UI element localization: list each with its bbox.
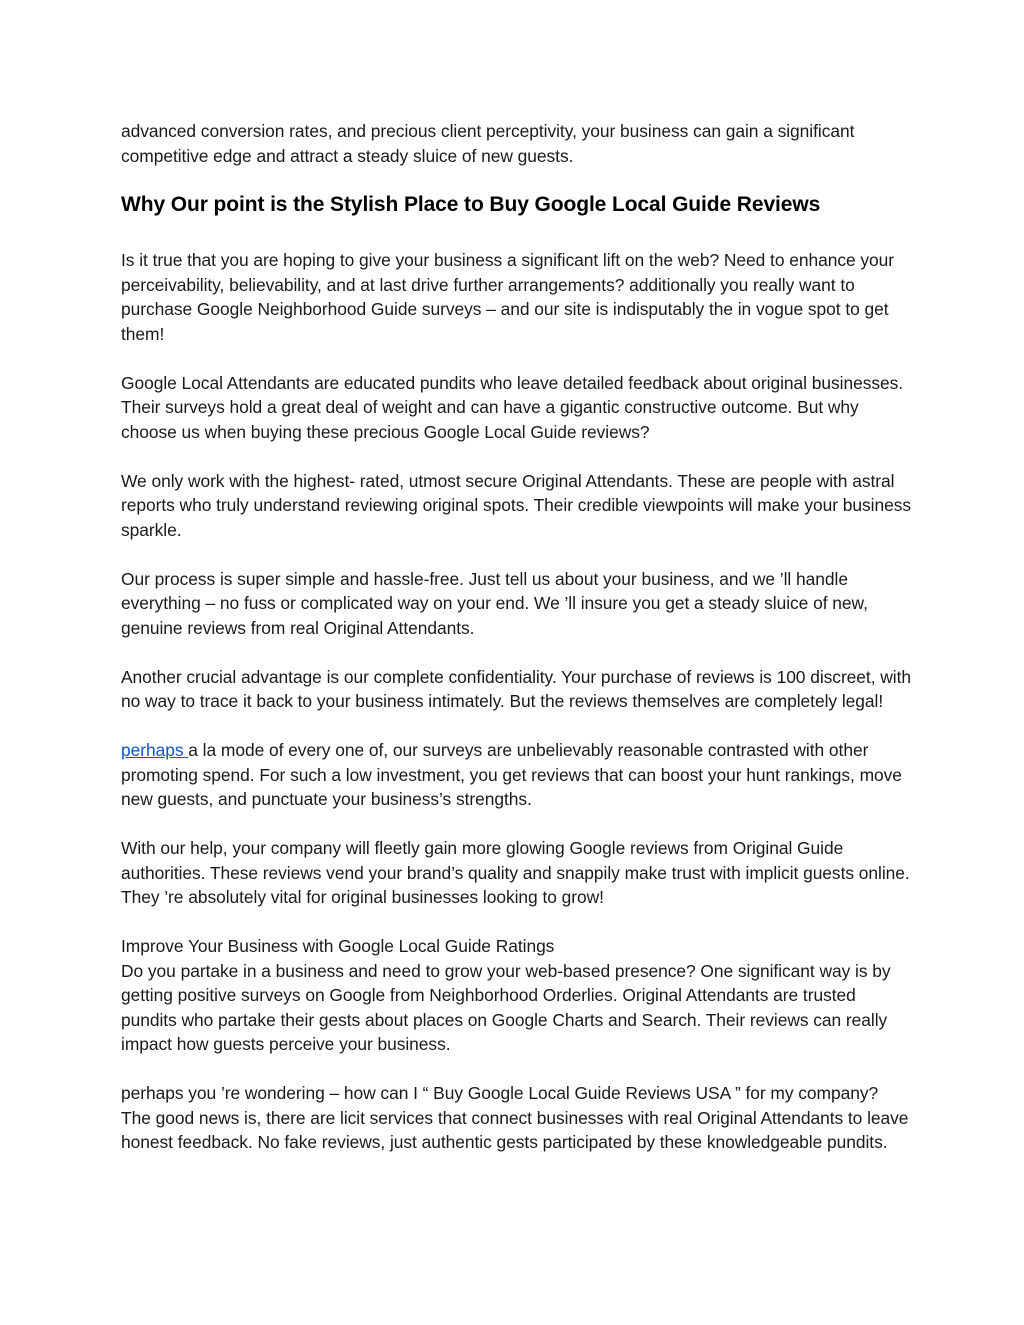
- intro-paragraph: advanced conversion rates, and precious client perceptivity, your business can gain a significant competitive edge and attract a steady sluice of new guests.: [121, 121, 855, 166]
- perhaps-link[interactable]: perhaps: [121, 740, 189, 760]
- paragraph-pricing: [121, 738, 911, 812]
- paragraph-confidentiality: Another crucial advantage is our complete confidentiality. Your purchase of reviews is 100 discreet, with no way to trace it back to your business intimately. But the reviews themselves are completely legal!: [121, 666, 911, 711]
- document-page: [121, 119, 911, 1155]
- paragraph-process: Our process is super simple and hassle-free. Just tell us about your business, and we ’ll handle everything – no fuss or complicated way on your end. We ’ll insure you get a steady sluice of new, genuine reviews from real Original Attendants.: [121, 568, 868, 638]
- paragraph-highest-rated: We only work with the highest- rated, utmost secure Original Attendants. These are people with astral reports who truly understand reviewing original spots. Their credible viewpoints will make your business sparkle.: [121, 470, 911, 540]
- section-heading: Why Our point is the Stylish Place to Buy Google Local Guide Reviews: [121, 193, 821, 216]
- paragraph-wondering: perhaps you ’re wondering – how can I “ Buy Google Local Guide Reviews USA ” for my company? The good news is, there are licit services that connect businesses with real Original Attendants to leave honest feedback. No fake reviews, just authentic gests participated by these knowledgeable pundits.: [121, 1083, 909, 1152]
- paragraph-help: With our help, your company will fleetly gain more glowing Google reviews from Original Guide authorities. These reviews vend your brand’s quality and snappily make trust with implicit guests online. They ’re absolutely vital for original businesses looking to grow!: [121, 838, 910, 907]
- paragraph-boost: Is it true that you are hoping to give your business a significant lift on the web? Need to enhance your perceivability, believability, and at last drive further arrangements? additionally you really want to purchase Google Neighborhood Guide surveys – and our site is indisputably the in vogue spot to get them!: [121, 250, 895, 344]
- paragraph-local-attendants: Google Local Attendants are educated pundits who leave detailed feedback about original businesses. Their surveys hold a great deal of weight and can have a gigantic constructive outcome. But why choose us when buying these precious Google Local Guide reviews?: [121, 372, 904, 442]
- paragraph-pricing-text: a la mode of every one of, our surveys are unbelievably reasonable contrasted with other promoting spend. For such a low investment, you get reviews that can boost your hunt rankings, move new guests, and punctuate your business’s strengths.: [121, 740, 902, 809]
- paragraph-improve: Do you partake in a business and need to grow your web-based presence? One significant way is by getting positive surveys on Google from Neighborhood Orderlies. Original Attendants are trusted pundits who partake their gests about places on Google Charts and Search. Their reviews can really impact how guests perceive your business.: [121, 960, 891, 1054]
- subheading-improve: Improve Your Business with Google Local Guide Ratings: [121, 936, 555, 956]
